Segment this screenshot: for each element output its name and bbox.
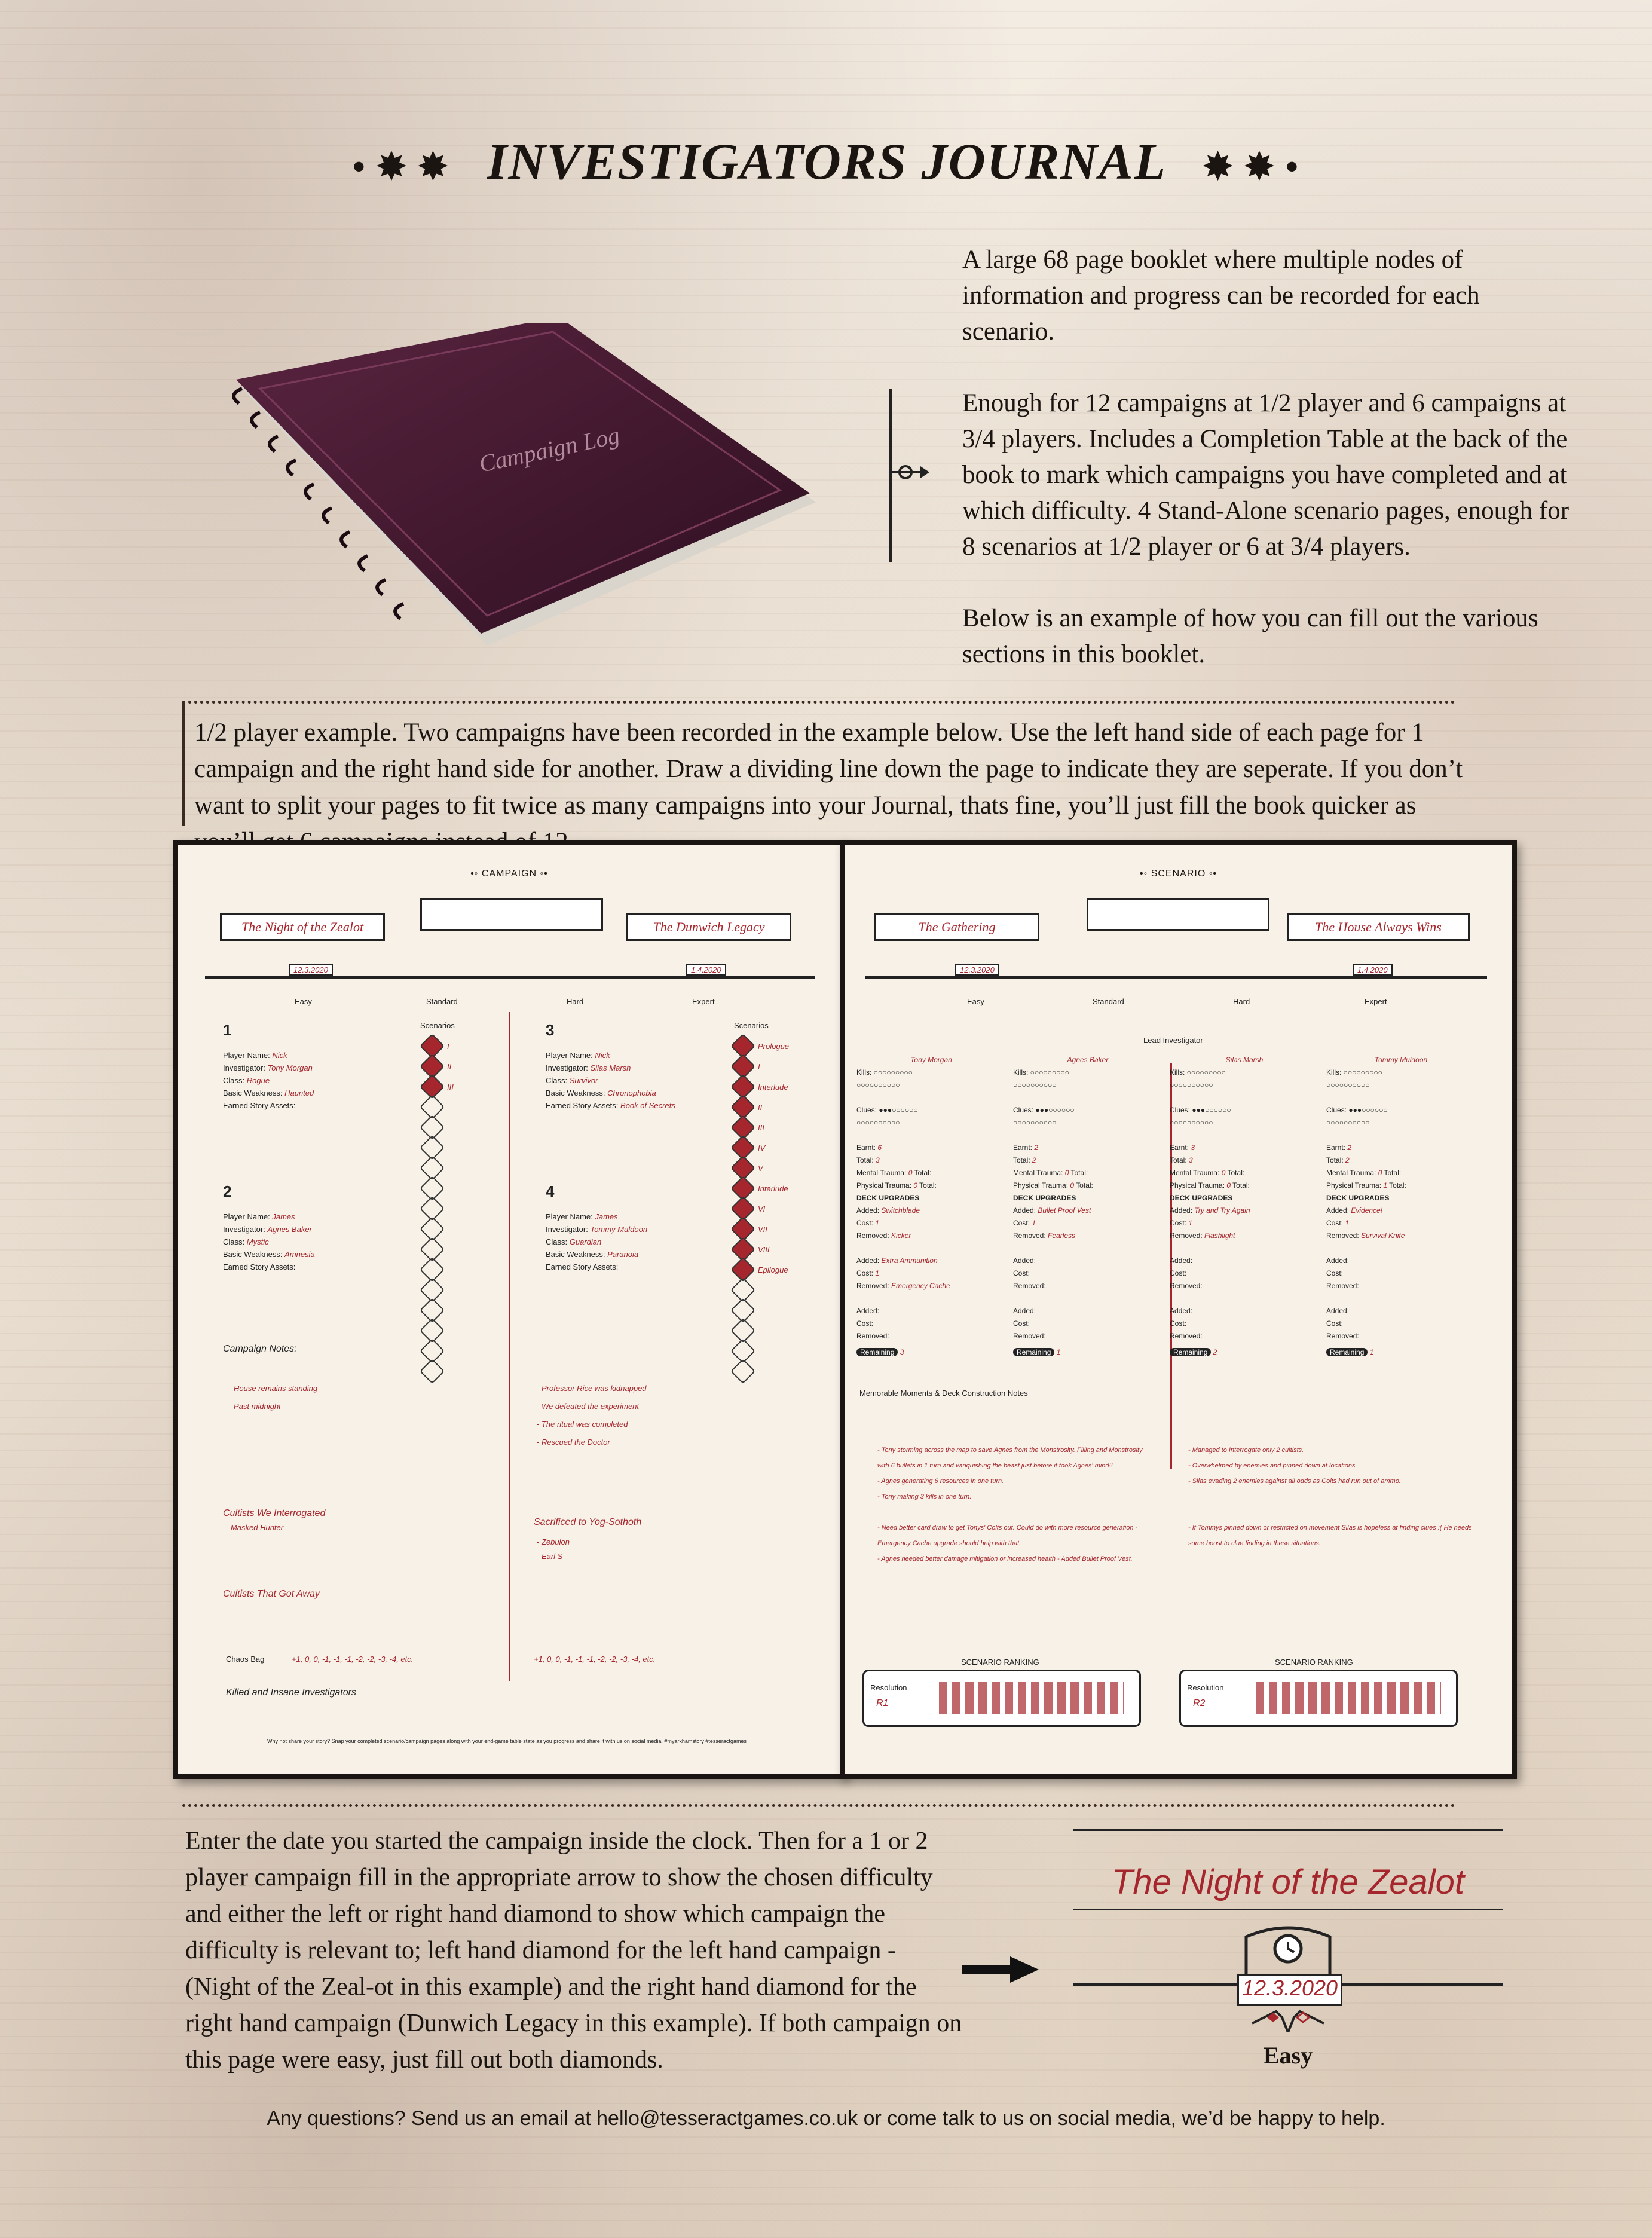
- right-date: 1.4.2020: [686, 964, 726, 976]
- scenario-header: •◦ SCENARIO ◦•: [1139, 869, 1217, 879]
- difficulty-easy: Easy: [295, 997, 312, 1006]
- ranking-label-right: SCENARIO RANKING: [1275, 1658, 1353, 1667]
- resolution-left: R1: [876, 1698, 889, 1708]
- scenario-right-date: 1.4.2020: [1353, 964, 1393, 976]
- investigator-column: Silas Marsh Kills: ○○○○○○○○○ ○○○○○○○○○○ Clues: ●●●○○○○○○ ○○○○○○○○○○ Earnt: 3 Total: 3 Mental Trauma: 0 Total: Physical Trauma: 0 Total: DECK UPGRADES Added: Try and Try Again Cost: 1 Removed: Flashlight Added: Cost: Removed: Added: Cost: Removed: Remaining 2: [1170, 1056, 1264, 1356]
- scenario-slot: [734, 1158, 806, 1178]
- campaign-sheet-footer: Why not share your story? Snap your completed scenario/campaign pages along with your end-game table state as you progress and share it with us on social media. #myarkhamstory #tesseractgames: [267, 1738, 747, 1744]
- left-date: 12.3.2020: [289, 964, 333, 976]
- scenario-slot: [734, 1341, 806, 1361]
- scenario-slot: [423, 1219, 483, 1239]
- scenario-slot: [734, 1259, 806, 1280]
- scenario-difficulty-rail: [865, 976, 1487, 979]
- scenario-slot: [734, 1300, 806, 1320]
- chaos-bag-label: Chaos Bag: [226, 1655, 265, 1664]
- center-banner: [420, 898, 603, 931]
- scenario-slot: [734, 1320, 806, 1341]
- player-block-3: 3 Player Name: Nick Investigator: Silas Marsh Class: Survivor Basic Weakness: Chronophobia Earned Story Assets: Book of Secrets: [546, 1021, 675, 1110]
- cultists-interrogated-label: Cultists We Interrogated: [223, 1508, 326, 1518]
- page-title-row: [0, 132, 1652, 191]
- dotted-separator-bottom: [182, 1804, 1455, 1807]
- investigator-column: Tommy Muldoon Kills: ○○○○○○○○○ ○○○○○○○○○○ Clues: ●●●○○○○○○ ○○○○○○○○○○ Earnt: 2 Total: 2 Mental Trauma: 0 Total: Physical Trauma: 1 Total: DECK UPGRADES Added: Evidence! Cost: 1 Removed: Survival Knife Added: Cost: Removed: Added: Cost: Removed: Remaining 1: [1326, 1056, 1428, 1356]
- scenario-slot: [423, 1036, 483, 1056]
- scenario-label: Interlude: [758, 1082, 788, 1092]
- player-1-name: Nick: [272, 1051, 287, 1060]
- campaign-log-book-image: [206, 323, 840, 658]
- ranking-panel-left: Resolution R1: [862, 1670, 1141, 1727]
- lead-investigator-label: Lead Investigator: [1143, 1036, 1203, 1045]
- scenario-label: VII: [758, 1224, 767, 1234]
- scenario-slot: [734, 1117, 806, 1138]
- scenario-slot: [423, 1199, 483, 1219]
- scenario-slot: [423, 1239, 483, 1259]
- scenario-slot: [423, 1341, 483, 1361]
- scenario-label: I: [758, 1062, 760, 1071]
- scenario-slot: [734, 1056, 806, 1077]
- example-description: 1/2 player example. Two campaigns have been recorded in the example below. Use the left hand side of each page for 1 campaign and the right hand side for another. Draw a dividing line down the page to indicate they are seperate. If you don’t want to split your pages to fit twice as many campaigns into your Journal, thats fine, you’ll just fill the book quicker as: [194, 719, 1463, 820]
- bracket-ornament: [879, 383, 932, 574]
- scenario-label: VI: [758, 1204, 766, 1213]
- scenario-slot: [734, 1361, 806, 1381]
- scenario-track-left: [423, 1036, 483, 1381]
- chaos-bag-right: +1, 0, 0, -1, -1, -1, -2, -2, -3, -4, etc.: [534, 1655, 656, 1664]
- campaign-notes-label: Campaign Notes:: [223, 1344, 297, 1354]
- intro-paragraph-3: Below is an example of how you can fill out the various sections in this booklet.: [962, 604, 1538, 668]
- left-rule: [182, 701, 185, 826]
- scenario-slot: [734, 1239, 806, 1259]
- scenario-slot: [734, 1097, 806, 1117]
- scenario-slot: [423, 1361, 483, 1381]
- scenario-label: II: [447, 1062, 452, 1071]
- scenario-center-banner: [1087, 898, 1269, 931]
- scenario-label: III: [758, 1123, 764, 1132]
- book-cover-title: Campaign Log: [476, 421, 622, 478]
- dotted-separator-top: [182, 701, 1455, 704]
- scenarios-label-right: Scenarios: [734, 1021, 769, 1030]
- campaign-divider: [509, 1012, 510, 1681]
- difficulty-expert: Expert: [692, 997, 715, 1006]
- intro-paragraph-2: Enough for 12 campaigns at 1/2 player and 6 campaigns at 3/4 players. Includes a Completion Table at the back of the book to mark which campaigns you have completed and at which difficulty. 4 Stand-Alone scenario pages, enough for 8 scenarios at 1/2 player or 6 at 3/4 players.: [962, 389, 1570, 561]
- intro-paragraph-1: A large 68 page booklet where multiple nodes of information and progress can be recorded for each scenario.: [962, 246, 1480, 346]
- instructions-text: Enter the date you started the campaign inside the clock. Then for a 1 or 2 player campaign fill in the appropriate arrow to show the chosen difficulty and either the left or right hand diamond to show which campaign the difficulty is relevant to; left hand diamond for the left hand campaign - (Night of the Zeal-ot in this example) and the right hand diamond for the right hand campaign (Dunwich Legacy in this example). If both campaign on this page were easy, just fill out both diamonds.: [185, 1827, 962, 2074]
- intro-text: [962, 242, 1572, 708]
- investigator-column: Tony Morgan Kills: ○○○○○○○○○ ○○○○○○○○○○ Clues: ●●●○○○○○○ ○○○○○○○○○○ Earnt: 6 Total: 3 Mental Trauma: 0 Total: Physical Trauma: 0 Total: DECK UPGRADES Added: Switchblade Cost: 1 Removed: Kicker Added: Extra Ammunition Cost: 1 Removed: Emergency Cache Added: Cost: Removed: Remaining 3: [856, 1056, 952, 1356]
- zoom-campaign-name: The Night of the Zealot: [1112, 1863, 1464, 1901]
- zoom-date: 12.3.2020: [1237, 1974, 1342, 2006]
- scenario-label: III: [447, 1082, 454, 1092]
- difficulty-standard: Standard: [426, 997, 458, 1006]
- chaos-bag-left: +1, 0, 0, -1, -1, -1, -2, -2, -3, -4, etc.: [292, 1655, 414, 1664]
- zoom-detail: [1073, 1829, 1503, 2068]
- scenario-right-notes: - Managed to Interrogate only 2 cultists. - Overwhelmed by enemies and pinned down at locations. - Silas evading 2 enemies against all odds as Colts had run out of ammo. - If Tommys pinned down or restricted on movement Silas is hopeless at finding clues :( He needs some boost to clue finding in these situations.: [1188, 1447, 1472, 1547]
- scenario-slot: [423, 1117, 483, 1138]
- scenario-slot: [734, 1077, 806, 1097]
- left-campaign-banner: The Night of the Zealot: [220, 913, 385, 941]
- ranking-label-left: SCENARIO RANKING: [961, 1658, 1039, 1667]
- scenario-left-date: 12.3.2020: [955, 964, 999, 976]
- scenario-difficulty-expert: Expert: [1365, 997, 1387, 1006]
- scenario-label: Prologue: [758, 1041, 790, 1051]
- zoom-difficulty: Easy: [1263, 2042, 1313, 2069]
- scenario-slot: [734, 1280, 806, 1300]
- campaign-header: •◦ CAMPAIGN ◦•: [470, 869, 548, 879]
- scenario-slot: [423, 1138, 483, 1158]
- resolution-right: R2: [1193, 1698, 1206, 1708]
- scenario-label: V: [758, 1163, 763, 1173]
- sacrificed-list: - Zebulon - Earl S: [537, 1537, 570, 1561]
- killed-insane-label: Killed and Insane Investigators: [226, 1687, 356, 1698]
- scenario-slot: [423, 1300, 483, 1320]
- scenario-slot: [734, 1178, 806, 1199]
- scenario-slot: [734, 1138, 806, 1158]
- page-footer: Any questions? Send us an email at hello@tesseractgames.co.uk or come talk to us on social media, we’d be happy to help.: [267, 2107, 1385, 2130]
- arrow-right-icon: [962, 1952, 1040, 1988]
- ranking-panel-right: Resolution R2: [1179, 1670, 1458, 1727]
- left-scenario-banner: The Gathering: [874, 913, 1039, 941]
- investigator-column: Agnes Baker Kills: ○○○○○○○○○ ○○○○○○○○○○ Clues: ●●●○○○○○○ ○○○○○○○○○○ Earnt: 2 Total: 2 Mental Trauma: 0 Total: Physical Trauma: 0 Total: DECK UPGRADES Added: Bullet Proof Vest Cost: 1 Removed: Fearless Added: Cost: Removed: Added: Cost: Removed: Remaining 1: [1013, 1056, 1109, 1356]
- hex-marker-icon: [420, 1359, 445, 1384]
- player-block-1: 1 Player Name: Nick Investigator: Tony Morgan Class: Rogue Basic Weakness: Haunted Earned Story Assets:: [223, 1021, 314, 1110]
- scenario-label: IV: [758, 1143, 766, 1152]
- scenario-label: VIII: [758, 1245, 770, 1254]
- scenarios-label-left: Scenarios: [420, 1021, 455, 1030]
- memorable-moments-label: Memorable Moments & Deck Construction Notes: [859, 1389, 1028, 1398]
- right-scenario-banner: The House Always Wins: [1287, 913, 1470, 941]
- scenario-difficulty-standard: Standard: [1093, 997, 1124, 1006]
- scenario-difficulty-hard: Hard: [1233, 997, 1250, 1006]
- left-notes: - House remains standing - Past midnight: [229, 1384, 318, 1411]
- title-ornament-left: • ✸ ✸: [352, 147, 449, 186]
- player-block-2: 2 Player Name: James Investigator: Agnes Baker Class: Mystic Basic Weakness: Amnesia Earned Story Assets:: [223, 1182, 315, 1271]
- scenario-label: Interlude: [758, 1184, 788, 1193]
- scenario-slot: [423, 1158, 483, 1178]
- title-ornament-right: ✸ ✸ •: [1203, 147, 1300, 186]
- scenario-label: Epilogue: [758, 1265, 788, 1274]
- difficulty-rail: [205, 976, 815, 979]
- scenario-slot: [423, 1320, 483, 1341]
- scenario-slot: [423, 1056, 483, 1077]
- scenario-slot: [423, 1077, 483, 1097]
- scenario-label: II: [758, 1102, 763, 1112]
- player-block-4: 4 Player Name: James Investigator: Tommy Muldoon Class: Guardian Basic Weakness: Paranoia Earned Story Assets:: [546, 1182, 648, 1271]
- scenario-slot: [423, 1280, 483, 1300]
- scenario-left-notes: - Tony storming across the map to save Agnes from the Monstrosity. Filling and Monstrosity with 6 bullets in 1 turn and vanquishing the beast just before it took Agnes' mind!! - Agnes generating 6 resources in one turn. - Tony making 3 kills in one turn. - Need better card draw to get Tonys' Colts out. Could do with more resource generation - Emergency Cache upgrade should help with that. - Agnes needed better damage mitigation or increased health - Added Bullet Proof Vest.: [877, 1447, 1143, 1563]
- zoom-clock-rail: [1073, 1913, 1503, 2032]
- right-campaign-banner: The Dunwich Legacy: [626, 913, 791, 941]
- hex-marker-icon: [730, 1359, 755, 1384]
- scenario-slot: [423, 1178, 483, 1199]
- scenario-slot: [734, 1199, 806, 1219]
- right-notes: - Professor Rice was kidnapped - We defeated the experiment - The ritual was completed - Rescued the Doctor: [537, 1384, 647, 1447]
- scenario-track-right: [734, 1036, 806, 1381]
- page-title: INVESTIGATORS JOURNAL: [487, 133, 1165, 190]
- sacrificed-label: Sacrificed to Yog-Sothoth: [534, 1517, 642, 1527]
- scenario-slot: [734, 1036, 806, 1056]
- campaign-sheet: [173, 840, 845, 1779]
- scenario-difficulty-easy: Easy: [967, 997, 984, 1006]
- difficulty-hard: Hard: [567, 997, 584, 1006]
- scenario-slot: [423, 1097, 483, 1117]
- scenario-slot: [423, 1259, 483, 1280]
- scenario-label: I: [447, 1041, 449, 1051]
- scenario-slot: [734, 1219, 806, 1239]
- scenario-sheet: [840, 840, 1517, 1779]
- investigator-columns: [856, 1054, 1502, 1412]
- player-1-number: 1: [223, 1021, 232, 1039]
- cultists-interrogated: - Masked Hunter: [226, 1523, 284, 1532]
- cultists-got-away-label: Cultists That Got Away: [223, 1589, 320, 1599]
